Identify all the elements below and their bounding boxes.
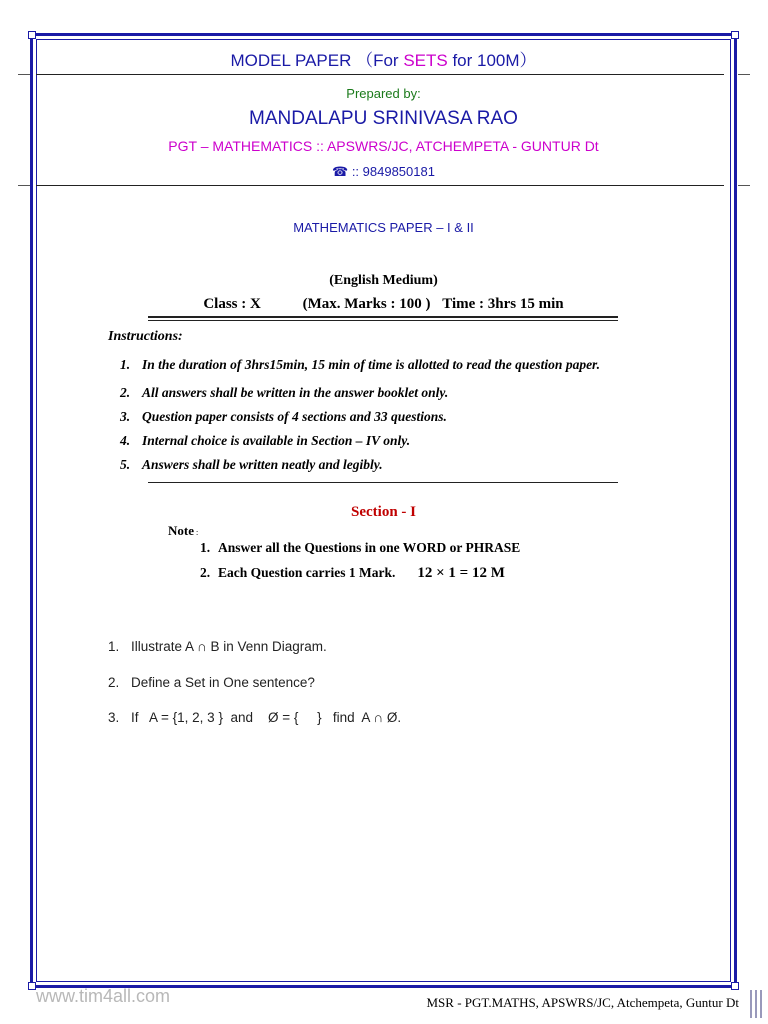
instructions-rule	[148, 482, 618, 483]
class-label: Class : X	[203, 296, 261, 312]
question-number: 3.	[108, 710, 120, 725]
heading-sets: SETS	[403, 51, 448, 70]
question-number: 1.	[108, 639, 120, 654]
max-marks: (Max. Marks : 100 )	[302, 296, 431, 312]
author-phone: ☎ :: 9849850181	[332, 164, 435, 179]
border-corner-bottom-left	[28, 982, 36, 990]
info-rule-1	[148, 316, 618, 318]
instruction-number: 4.	[120, 433, 131, 448]
border-corner-bottom-right	[731, 982, 739, 990]
instructions-heading: Instructions:	[108, 329, 183, 344]
section-title: Section - I	[351, 504, 416, 520]
question-item	[108, 639, 327, 654]
instruction-number: 2.	[120, 385, 131, 400]
question-text: Illustrate A ∩ B in Venn Diagram.	[131, 639, 327, 654]
time-duration: Time : 3hrs 15 min	[442, 296, 564, 312]
note-item	[200, 540, 520, 556]
info-rule-2	[148, 320, 618, 321]
note-number: 2.	[200, 565, 211, 580]
instruction-number: 1.	[120, 357, 131, 372]
paper-title: MATHEMATICS PAPER – I & II	[293, 220, 474, 235]
border-corner-top-left	[28, 31, 36, 39]
page-edge-bar	[750, 990, 752, 1018]
header-divider-top	[36, 74, 724, 75]
margin-tick	[738, 185, 750, 186]
margin-tick	[738, 74, 750, 75]
page-edge-bar	[760, 990, 762, 1018]
margin-tick	[18, 74, 30, 75]
author-name: MANDALAPU SRINIVASA RAO	[249, 108, 518, 129]
border-corner-top-right	[731, 31, 739, 39]
note-colon: :	[194, 528, 199, 537]
instruction-text: All answers shall be written in the answer booklet only.	[142, 385, 449, 400]
note-text: Note	[168, 523, 194, 538]
page-edge-bar	[755, 990, 757, 1018]
question-text: Define a Set in One sentence?	[131, 675, 315, 690]
question-item	[108, 675, 315, 690]
instruction-item	[120, 409, 447, 425]
section-marks: 12 × 1 = 12 M	[417, 565, 505, 581]
prepared-by: Prepared by:	[346, 86, 421, 101]
class-marks-time	[36, 296, 731, 313]
heading-prefix: MODEL PAPER （For	[230, 51, 404, 70]
instruction-item	[120, 457, 383, 473]
question-number: 2.	[108, 675, 120, 690]
instruction-item	[120, 357, 600, 373]
author-designation: PGT – MATHEMATICS :: APSWRS/JC, ATCHEMPETA - GUNTUR Dt	[168, 138, 599, 154]
watermark-link[interactable]: www.tim4all.com	[36, 986, 171, 1006]
instruction-text: Answers shall be written neatly and legibly.	[142, 457, 383, 472]
instruction-item	[120, 433, 410, 449]
header-divider-bottom	[36, 185, 724, 186]
instruction-number: 3.	[120, 409, 131, 424]
note-number: 1.	[200, 540, 211, 555]
note-item	[200, 565, 505, 582]
footer-credit: MSR - PGT.MATHS, APSWRS/JC, Atchempeta, Guntur Dt	[426, 995, 739, 1010]
paper-heading	[36, 46, 731, 71]
instruction-text: Internal choice is available in Section – IV only.	[142, 433, 411, 448]
medium: (English Medium)	[329, 273, 438, 288]
note-item-text: Answer all the Questions in one WORD or PHRASE	[218, 540, 521, 555]
instruction-number: 5.	[120, 457, 131, 472]
note-label	[168, 523, 198, 539]
note-item-text: Each Question carries 1 Mark.	[218, 565, 396, 580]
instruction-text: In the duration of 3hrs15min, 15 min of time is allotted to read the question paper.	[142, 357, 600, 372]
margin-tick	[18, 185, 30, 186]
heading-suffix: for 100M）	[447, 51, 537, 70]
instruction-text: Question paper consists of 4 sections and 33 questions.	[142, 409, 447, 424]
instruction-item	[120, 385, 448, 401]
question-text: If A = {1, 2, 3 } and Ø = { } find A ∩ Ø.	[131, 710, 402, 725]
question-item	[108, 710, 401, 725]
